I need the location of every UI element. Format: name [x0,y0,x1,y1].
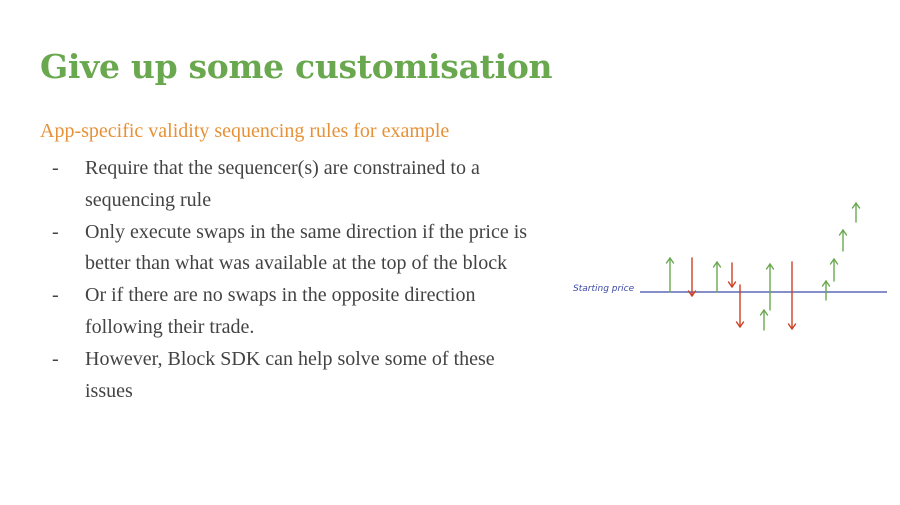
down-arrow-icon [689,258,696,296]
up-arrow-icon [714,262,721,292]
up-arrow-icon [831,259,838,281]
up-arrow-icon [840,230,847,251]
up-arrow-icon [761,310,768,330]
price-arrows-diagram [560,195,895,340]
price-arrows [667,203,860,330]
bullet-item [52,344,532,408]
bullet-list [52,153,532,407]
down-arrow-icon [737,285,744,327]
bullet-item [52,217,532,281]
bullet-text: Or if there are no swaps in the opposite direction following their trade. [85,284,476,338]
up-arrow-icon [767,264,774,310]
bullet-item [52,280,532,344]
down-arrow-icon [729,263,736,287]
bullet-text: Only execute swaps in the same direction if the price is better than what was available at the top of the block [85,220,528,275]
up-arrow-icon [823,281,830,300]
bullet-dash: - [52,220,59,243]
slide-title: Give up some customisation [40,47,553,86]
bullet-text: However, Block SDK can help solve some of these issues [85,347,495,402]
starting-price-label: Starting price [573,284,635,294]
up-arrow-icon [667,258,674,292]
slide-subtitle: App-specific validity sequencing rules for example [40,120,450,142]
bullet-dash: - [52,284,59,307]
bullet-dash: - [52,157,59,179]
bullet-text: Require that the sequencer(s) are constrained to a sequencing rule [85,157,480,211]
down-arrow-icon [789,262,796,329]
up-arrow-icon [853,203,860,222]
bullet-item [52,153,532,217]
bullet-dash: - [52,347,59,370]
